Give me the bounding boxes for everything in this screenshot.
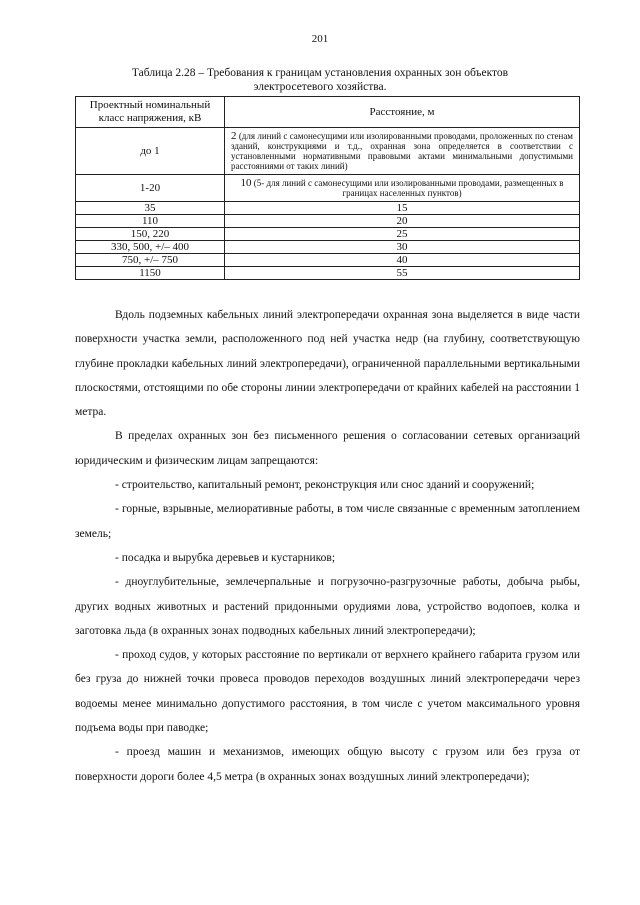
table-header-row — [76, 97, 580, 128]
voltage-cell: 1150 — [76, 267, 225, 280]
distance-cell: 30 — [225, 241, 580, 254]
table-row — [76, 241, 580, 254]
distance-value: 2 — [231, 130, 237, 142]
table-row — [76, 267, 580, 280]
distance-cell: 40 — [225, 254, 580, 267]
voltage-cell: 35 — [76, 202, 225, 215]
voltage-cell: 150, 220 — [76, 228, 225, 241]
page-number: 201 — [311, 33, 329, 45]
header-distance: Расстояние, м — [225, 97, 580, 128]
distance-cell — [225, 175, 580, 202]
distance-cell — [225, 128, 580, 175]
distance-cell: 25 — [225, 228, 580, 241]
voltage-cell: 1-20 — [76, 175, 225, 202]
list-item: - дноуглубительные, землечерпальные и погрузочно-разгрузочные работы, добыча рыбы, других водных животных и растений придонными орудиями лова, устройство водопоев, колка и заготовка льда (в охранных зонах подводных кабельных линий электропередачи); — [75, 576, 580, 637]
table-row — [76, 254, 580, 267]
table-row — [76, 202, 580, 215]
table-row — [76, 175, 580, 202]
distance-value: 10 — [240, 177, 252, 189]
protection-zone-table — [75, 96, 580, 280]
list-item: - посадка и вырубка деревьев и кустарников; — [115, 551, 336, 564]
list-item: - строительство, капитальный ремонт, реконструкция или снос зданий и сооружений; — [115, 479, 535, 492]
list-item: - проход судов, у которых расстояние по вертикали от верхнего крайнего габарита грузом или без груза до нижней точки провеса проводов переходов воздушных линий электропередачи через водоемы менее минимально допустимого расстояния, в том числе с учетом максимального уровня подъема воды при паводке; — [75, 649, 580, 735]
header-voltage-class: Проектный номинальный класс напряжения, кВ — [76, 97, 225, 128]
distance-cell: 20 — [225, 215, 580, 228]
table-row — [76, 128, 580, 175]
caption-line-1: Таблица 2.28 – Требования к границам установления охранных зон объектов — [131, 67, 509, 79]
voltage-cell: до 1 — [76, 128, 225, 175]
distance-cell: 15 — [225, 202, 580, 215]
list-item: - горные, взрывные, мелиоративные работы, в том числе связанные с временным затоплением земель; — [75, 503, 580, 540]
paragraph: Вдоль подземных кабельных линий электропередачи охранная зона выделяется в виде части поверхности участка земли, расположенного под ней участка недр (на глубину, соответствующую глубине прокладки кабельных линий электропередачи), ограниченной параллельными вертикальными плоскостями, отстоящими по обе стороны линии электропередачи от крайних кабелей на расстоянии 1 метра. — [75, 309, 580, 419]
distance-note: (5- для линий с самонесущими или изолированными проводами, размещенных в границах населенных пунктов) — [253, 178, 564, 198]
list-item: - проезд машин и механизмов, имеющих общую высоту с грузом или без груза от поверхности дороги более 4,5 метра (в охранных зонах воздушных линий электропередачи); — [75, 746, 580, 783]
body-text — [75, 303, 580, 789]
caption-line-2: электросетевого хозяйства. — [253, 81, 387, 93]
distance-cell: 55 — [225, 267, 580, 280]
table-row — [76, 215, 580, 228]
table-caption — [0, 66, 640, 94]
table-row — [76, 228, 580, 241]
voltage-cell: 330, 500, +/– 400 — [76, 241, 225, 254]
paragraph: В пределах охранных зон без письменного решения о согласовании сетевых организаций юридическим и физическим лицам запрещаются: — [75, 430, 580, 467]
distance-note: (для линий с самонесущими или изолированными проводами, проложенных по стенам зданий, конструкциями и т.д., охранная зона определяется в соответствии с установленными нормативными правовыми актами минимальными допустимыми расстояниями от таких линий) — [231, 131, 574, 171]
voltage-cell: 110 — [76, 215, 225, 228]
voltage-cell: 750, +/– 750 — [76, 254, 225, 267]
